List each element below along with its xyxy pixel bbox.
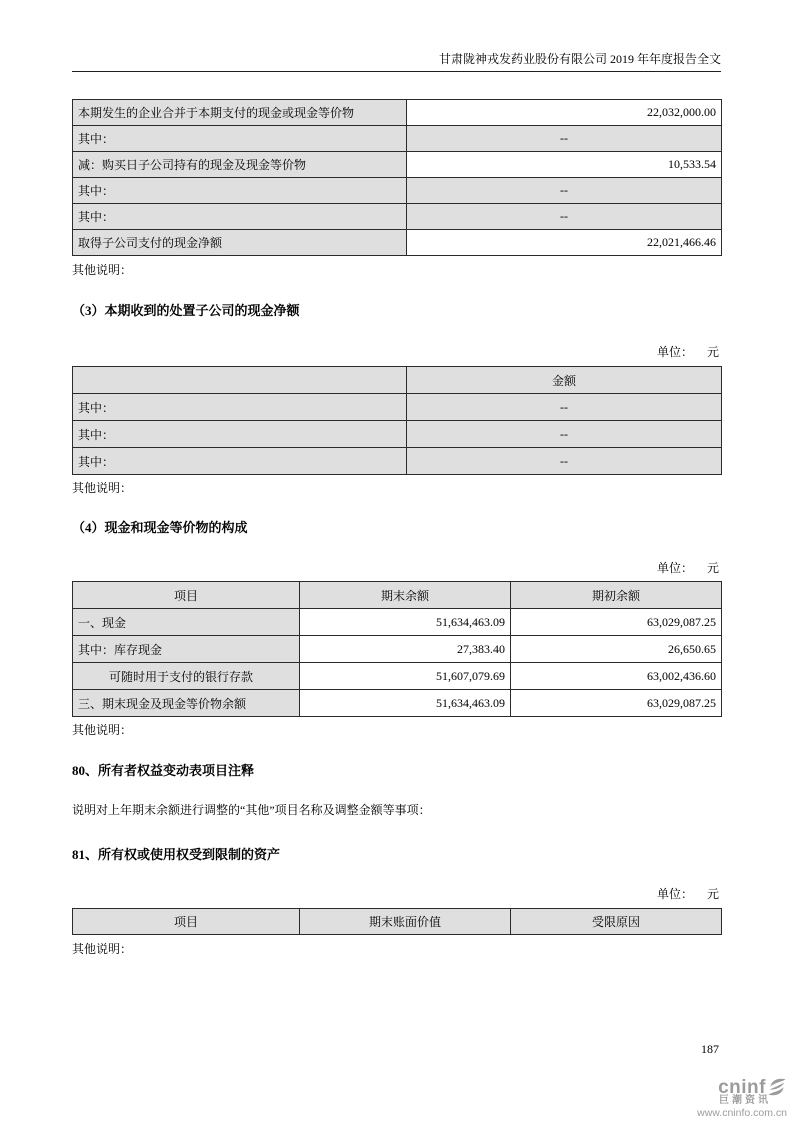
unit-value: 元 bbox=[706, 345, 719, 359]
table-row bbox=[73, 636, 722, 663]
row-value: -- bbox=[407, 448, 722, 475]
row-beginning: 26,650.65 bbox=[511, 636, 722, 663]
table-row bbox=[73, 126, 722, 152]
row-value: -- bbox=[407, 204, 722, 230]
row-value: 22,032,000.00 bbox=[407, 100, 722, 126]
cash-equivalents-composition-table bbox=[72, 581, 722, 717]
row-beginning: 63,029,087.25 bbox=[511, 609, 722, 636]
page-content bbox=[72, 99, 721, 957]
table-row bbox=[73, 178, 722, 204]
table-header-row bbox=[73, 582, 722, 609]
row-value: 22,021,466.46 bbox=[407, 230, 722, 256]
other-notes-label: 其他说明： bbox=[72, 481, 133, 495]
row-item: 可随时用于支付的银行存款 bbox=[73, 663, 300, 690]
row-item: 一、现金 bbox=[73, 609, 300, 636]
page-header bbox=[72, 0, 721, 72]
cninfo-brand-text: cninf bbox=[718, 1076, 766, 1098]
disposal-subsidiary-cash-table bbox=[72, 366, 722, 475]
table-row bbox=[73, 152, 722, 178]
section-80-heading: 80、所有者权益变动表项目注释 bbox=[72, 763, 255, 778]
row-ending: 51,634,463.09 bbox=[300, 690, 511, 717]
header-item: 项目 bbox=[73, 582, 300, 609]
header-ending-balance: 期末余额 bbox=[300, 582, 511, 609]
cninfo-logo bbox=[667, 1077, 787, 1119]
other-notes-label: 其他说明： bbox=[72, 723, 133, 737]
unit-line bbox=[72, 345, 721, 360]
table-row bbox=[73, 100, 722, 126]
header-empty-cell bbox=[73, 367, 407, 394]
row-ending: 51,634,463.09 bbox=[300, 609, 511, 636]
unit-value: 元 bbox=[706, 887, 719, 901]
row-value: 10,533.54 bbox=[407, 152, 722, 178]
row-label: 其中： bbox=[73, 394, 407, 421]
row-value: -- bbox=[407, 394, 722, 421]
cninfo-logo-row bbox=[667, 1077, 787, 1097]
table-row bbox=[73, 230, 722, 256]
row-label: 其中： bbox=[73, 421, 407, 448]
row-label: 其中： bbox=[73, 178, 407, 204]
section-80-body: 说明对上年期末余额进行调整的“其他”项目名称及调整金额等事项： bbox=[72, 803, 431, 817]
table-row bbox=[73, 690, 722, 717]
section-3-heading: （3）本期收到的处置子公司的现金净额 bbox=[72, 303, 300, 318]
row-value: -- bbox=[407, 126, 722, 152]
table-row bbox=[73, 609, 722, 636]
cninfo-chinese-name: 巨潮资讯 bbox=[719, 1095, 771, 1106]
table-row bbox=[73, 663, 722, 690]
business-combination-cash-table bbox=[72, 99, 722, 256]
header-amount-cell: 金额 bbox=[407, 367, 722, 394]
other-notes-label: 其他说明： bbox=[72, 942, 133, 956]
unit-value: 元 bbox=[706, 561, 719, 575]
row-label: 取得子公司支付的现金净额 bbox=[73, 230, 407, 256]
page-number: 187 bbox=[701, 1042, 719, 1056]
restricted-assets-table bbox=[72, 908, 722, 935]
row-beginning: 63,029,087.25 bbox=[511, 690, 722, 717]
section-81-heading: 81、所有权或使用权受到限制的资产 bbox=[72, 847, 281, 862]
cninfo-swirl-icon bbox=[767, 1077, 787, 1097]
row-label: 减：购买日子公司持有的现金及现金等价物 bbox=[73, 152, 407, 178]
table-header-row bbox=[73, 909, 722, 935]
row-label: 本期发生的企业合并于本期支付的现金或现金等价物 bbox=[73, 100, 407, 126]
table-row bbox=[73, 448, 722, 475]
header-beginning-balance: 期初余额 bbox=[511, 582, 722, 609]
table-row bbox=[73, 421, 722, 448]
row-item: 其中：库存现金 bbox=[73, 636, 300, 663]
row-value: -- bbox=[407, 178, 722, 204]
cninfo-url: www.cninfo.com.cn bbox=[697, 1107, 787, 1119]
row-ending: 27,383.40 bbox=[300, 636, 511, 663]
row-item: 三、期末现金及现金等价物余额 bbox=[73, 690, 300, 717]
table-row bbox=[73, 394, 722, 421]
header-ending-book-value: 期末账面价值 bbox=[300, 909, 511, 935]
header-item: 项目 bbox=[73, 909, 300, 935]
unit-label: 单位： bbox=[656, 345, 693, 359]
unit-line bbox=[72, 887, 721, 902]
unit-label: 单位： bbox=[656, 887, 693, 901]
row-label: 其中： bbox=[73, 126, 407, 152]
row-label: 其中： bbox=[73, 448, 407, 475]
row-value: -- bbox=[407, 421, 722, 448]
table-header-row bbox=[73, 367, 722, 394]
row-beginning: 63,002,436.60 bbox=[511, 663, 722, 690]
other-notes-label: 其他说明： bbox=[72, 263, 133, 277]
document-title: 甘肃陇神戎发药业股份有限公司 2019 年年度报告全文 bbox=[438, 52, 721, 66]
header-restriction-reason: 受限原因 bbox=[511, 909, 722, 935]
table-row bbox=[73, 204, 722, 230]
row-label: 其中： bbox=[73, 204, 407, 230]
row-ending: 51,607,079.69 bbox=[300, 663, 511, 690]
section-4-heading: （4）现金和现金等价物的构成 bbox=[72, 520, 248, 535]
unit-line bbox=[72, 561, 721, 576]
unit-label: 单位： bbox=[656, 561, 693, 575]
